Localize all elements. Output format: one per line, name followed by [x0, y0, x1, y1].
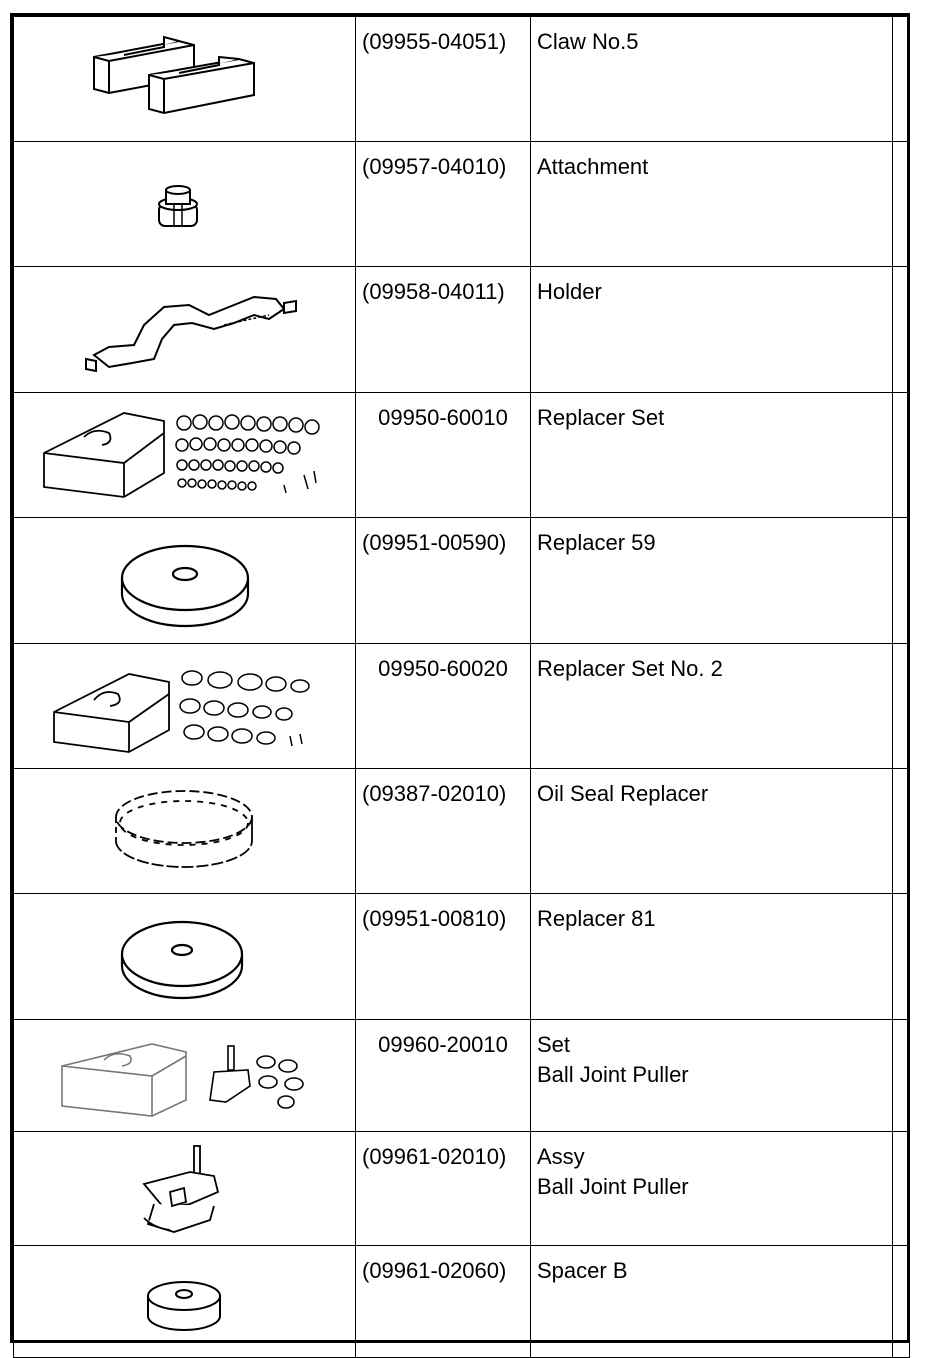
part-number: (09387-02010)	[356, 769, 531, 894]
table-row	[14, 17, 910, 142]
part-name-line1: Replacer Set No. 2	[537, 656, 723, 681]
part-number: (09961-02060)	[356, 1246, 531, 1358]
part-name-line2: Ball Joint Puller	[537, 1174, 689, 1199]
table-row	[14, 769, 910, 894]
table-row	[14, 1132, 910, 1246]
part-number: (09955-04051)	[356, 17, 531, 142]
tool-illustration	[14, 393, 356, 518]
part-number: (09951-00810)	[356, 894, 531, 1020]
part-name	[531, 267, 893, 393]
tool-illustration	[14, 267, 356, 393]
part-name	[531, 142, 893, 267]
part-name-line1: Oil Seal Replacer	[537, 781, 709, 806]
table-row	[14, 644, 910, 769]
part-name	[531, 644, 893, 769]
ball-joint-puller-icon	[14, 1132, 355, 1245]
part-name	[531, 769, 893, 894]
tool-illustration	[14, 644, 356, 769]
replacer-set-icon	[14, 393, 355, 517]
part-name	[531, 1132, 893, 1246]
table-row	[14, 267, 910, 393]
part-number: (09957-04010)	[356, 142, 531, 267]
part-number: (09961-02010)	[356, 1132, 531, 1246]
part-name	[531, 518, 893, 644]
part-name-line2: Ball Joint Puller	[537, 1062, 689, 1087]
part-number: (09958-04011)	[356, 267, 531, 393]
part-number: (09951-00590)	[356, 518, 531, 644]
part-name-line1: Replacer 81	[537, 906, 656, 931]
part-name-line1: Spacer B	[537, 1258, 628, 1283]
part-name-line1: Replacer Set	[537, 405, 665, 430]
part-number: 09950-60010	[356, 393, 531, 518]
part-name	[531, 393, 893, 518]
sst-table	[13, 16, 910, 1358]
attachment-icon	[14, 142, 355, 266]
part-name	[531, 1020, 893, 1132]
tool-illustration	[14, 1132, 356, 1246]
holder-icon	[14, 267, 355, 392]
table-row	[14, 142, 910, 267]
tool-illustration	[14, 894, 356, 1020]
table-row	[14, 1246, 910, 1358]
table-row	[14, 518, 910, 644]
tool-illustration	[14, 518, 356, 644]
part-name	[531, 1246, 893, 1358]
table-row	[14, 393, 910, 518]
oil-seal-ring-icon	[14, 769, 355, 893]
part-name-line1: Assy	[537, 1144, 585, 1169]
part-name-line1: Claw No.5	[537, 29, 639, 54]
part-name-line1: Holder	[537, 279, 602, 304]
part-number: 09960-20010	[356, 1020, 531, 1132]
tool-illustration	[14, 1020, 356, 1132]
table-row	[14, 1020, 910, 1132]
part-name	[531, 17, 893, 142]
part-name-line1: Replacer 59	[537, 530, 656, 555]
part-name-line1: Set	[537, 1032, 571, 1057]
spacer-icon	[14, 1246, 355, 1357]
part-name-line1: Attachment	[537, 154, 649, 179]
tool-illustration	[14, 1246, 356, 1358]
replacer-disc-icon	[14, 894, 355, 1019]
part-name	[531, 894, 893, 1020]
tool-illustration	[14, 142, 356, 267]
part-number: 09950-60020	[356, 644, 531, 769]
table-row	[14, 894, 910, 1020]
replacer-set-2-icon	[14, 644, 355, 768]
replacer-disc-icon	[14, 518, 355, 643]
tool-illustration	[14, 17, 356, 142]
ball-joint-puller-set-icon	[14, 1020, 355, 1131]
claw-pair-icon	[14, 17, 355, 141]
tool-illustration	[14, 769, 356, 894]
